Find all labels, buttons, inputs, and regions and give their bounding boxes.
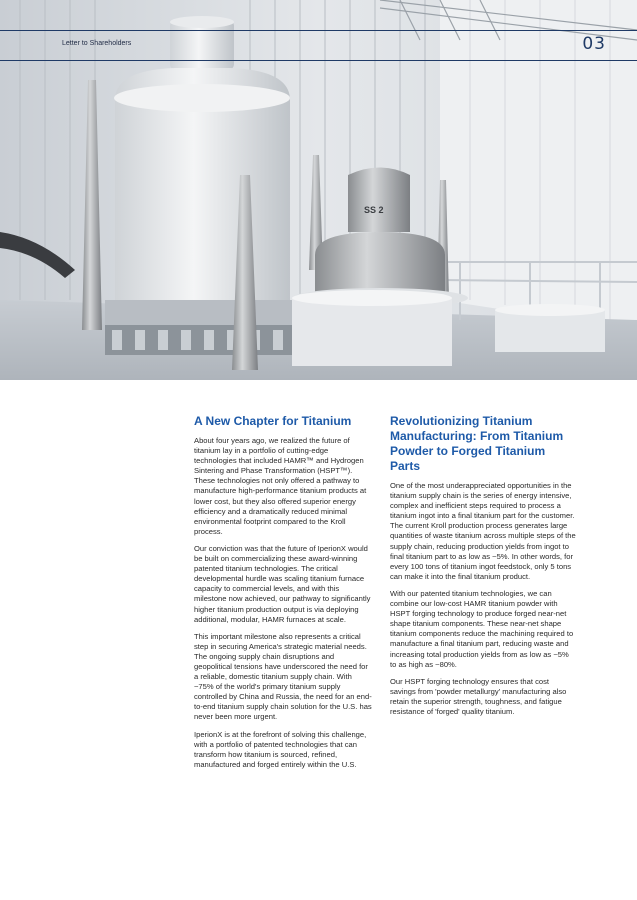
left-column-heading: A New Chapter for Titanium [194,414,352,428]
right-paragraph: One of the most underappreciated opportunities in the titanium supply chain is the series of energy intensive, complex and inefficient steps required to process a titanium ingot into a final titanium part for the customer. The current Kroll production process generates large quantities of waste titanium across multiple steps of the supply chain, reducing production yields from ingot to final titanium part to as low as ~5%. In other words, for every 100 tons of titanium ingot feedstock, only 5 tons can make it into the final titanium product. [390,481,576,581]
right-paragraph: Our HSPT forging technology ensures that cost savings from 'powder metallurgy' manufacturing also retain the superior strength, toughness, and fatigue resistance of 'forged' quality titanium. [390,676,567,716]
page-number: 03 [582,34,606,54]
left-column [194,414,372,777]
section-label: Letter to Shareholders [62,40,132,47]
tank-label: SS 2 [364,205,384,215]
left-paragraph: About four years ago, we realized the future of titanium lay in a portfolio of cutting-edge technologies that included HAMR™ and Hydrogen Sintering and Phase Transformation (HSPT™). These technologies not only offered a pathway to manufacture high-performance titanium products at lower cost, but they also offered superior energy efficiency and a dramatically reduced minimal environmental footprint compared to the Kroll process. [194,436,367,536]
page-header [0,30,637,60]
right-column-heading: Revolutionizing Titanium Manufacturing: From Titanium Powder to Forged Titanium Parts [390,414,564,473]
right-column [390,414,576,724]
header-rule-bottom [0,60,637,61]
header-rule-top [0,30,637,31]
left-paragraph: This important milestone also represents a critical step in securing America's strategic material needs. The ongoing supply chain disruptions and geopolitical tensions have underscored the need for a reliable, domestic titanium supply chain. With ~75% of the world's primary titanium supply controlled by China and Russia, the need for an end-to-end titanium supply chain solution for the U.S. has never been more urgent. [194,631,372,722]
left-paragraph: IperionX is at the forefront of solving this challenge, with a portfolio of patented technologies that can transform how titanium is sourced, refined, manufactured and forged entirely within the U.S. [194,729,367,769]
right-paragraph: With our patented titanium technologies, we can combine our low-cost HAMR titanium powder with HSPT forging technology to produce forged near-net shape titanium components. These near-net shape titanium components reduce the machining required to manufacture a final titanium part, reducing waste and increasing total production yields from as low as ~5% to as high as ~80%. [390,588,574,669]
left-paragraph: Our conviction was that the future of IperionX would be built on commercializing these award-winning patented titanium technologies. The critical developmental hurdle was scaling titanium furnace capacity to commercial levels, and with this milestone now achieved, our pathway to significantly higher titanium production output is via deploying additional, modular, HAMR furnaces at scale. [194,543,371,624]
